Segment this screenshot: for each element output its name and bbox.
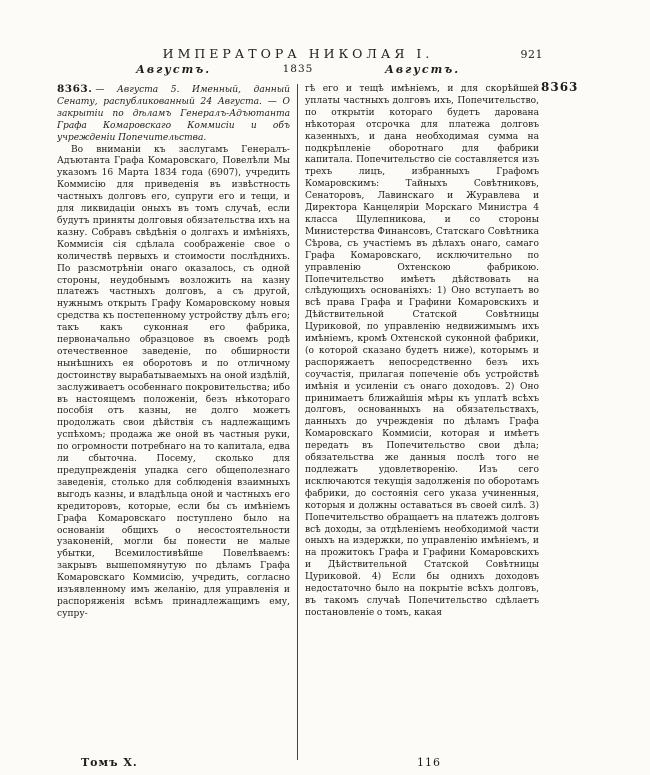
right-column bbox=[305, 84, 539, 760]
act-heading: — Августа 5. Именный, данный Сенату, распубликованный 24 Августа. — О закрытіи по дѣламъ Генералъ-Адъютанта Графа Комаровскаго Коммисіи и объ учрежденіи Попечительства. bbox=[57, 85, 290, 143]
page-footer bbox=[57, 756, 539, 772]
left-column-month: Августъ. bbox=[135, 63, 212, 76]
left-column bbox=[57, 84, 290, 760]
volume-label: Томъ X. bbox=[81, 756, 138, 769]
act-body-right: гѣ его и тещѣ имѣніемъ, и для скорѣйшей уплаты частныхъ долговъ ихъ, Попечительство, по открытіи котораго будетъ дарована нѣкоторая отсрочка для платежа долговъ казенныхъ, и дана необходимая сумма на подкрѣпленіе оборотнаго для фабрики капитала. Попечительство сіе составляется изъ трехъ лицъ, избранныхъ Графомъ Комаровскимъ: Тайныхъ Совѣтниковъ, Сенаторовъ, Лавинскаго и Журавлева и Директора Канцеляріи Морскаго Министра 4 класса Щулепникова, и со стороны Министерства Финансовъ, Статскаго Совѣтника Сѣрова, съ участіемъ въ дѣлахъ онаго, самаго Графа Комаровскаго, исключительно по управленію Охтенскою фабрикою. Попечительство имѣетъ дѣйствовать на слѣдующихъ основаніяхъ: 1) Оно вступаетъ во всѣ права Графа и Графини Комаровскихъ и Дѣйствительной Статской Совѣтницы Цуриковой, по управленію недвижимымъ ихъ имѣніемъ, кромѣ Охтенской суконной фабрики, (о которой сказано будетъ ниже), которымъ и распоряжаетъ непосредственно безъ ихъ соучастія, прилагая попеченіе объ устройствѣ имѣнія и усиленіи съ онаго доходовъ. 2) Оно принимаетъ ближайшія мѣры къ уплатѣ всѣхъ долговъ, основанныхъ на обязательствахъ, данныхъ до учрежденія по дѣламъ Графа Комаровскаго Коммисіи, которая и имѣетъ передать въ Попечительство свои дѣла; обязательства же данныя послѣ того не подлежатъ удовлетворенію. Изъ сего исключаются текущія задолженія по оборотамъ фабрики, до состоянія сего указа учиненныя, которыя и должны оставаться въ своей силѣ. 3) Попечительство обращаетъ на платежъ долговъ всѣ доходы, за отдѣленіемъ необходимой части оныхъ на издержки, по управленію имѣніемъ, и на прожитокъ Графа и Графини Комаровскихъ и Дѣйствительной Статской Совѣтницы Цуриковой. 4) Если бы однихъ доходовъ недостаточно было на покрытіе всѣхъ долговъ, въ такомъ случаѣ Попечительство сдѣлаетъ постановленіе о томъ, какая bbox=[305, 84, 539, 618]
date-row bbox=[57, 63, 539, 78]
page-number: 921 bbox=[520, 48, 543, 61]
text-block bbox=[57, 84, 539, 760]
running-head bbox=[57, 46, 543, 61]
year-label: 1835 bbox=[282, 63, 314, 75]
act-body-left: Во вниманіи къ заслугамъ Генералъ-Адъютанта Графа Комаровскаго, Повелѣли Мы указомъ 16 Марта 1834 года (6907), учредить Коммисію для приведенія въ извѣстность частныхъ долговъ его, супруги его и тещи, и для ликвидаціи оныхъ въ томъ случаѣ, если будутъ приняты долговыя обязательства ихъ на казну. Собравъ свѣдѣнія о долгахъ и имѣніяхъ, Коммисія сія сдѣлала соображеніе свое о количествѣ первыхъ и стоимости послѣднихъ. По разсмотрѣніи онаго оказалось, съ одной стороны, неудобнымъ возложить на казну платежъ частныхъ долговъ, а съ другой, нужнымъ открыть Графу Комаровскому новыя средства къ постепенному устройству дѣлъ его; такъ какъ суконная его фабрика, первоначально образцовое въ своемъ родѣ отечественное заведеніе, по обширности нынѣшнихъ ея оборотовъ и по отличному достоинству вырабатываемыхъ на оной издѣлій, заслуживаетъ особеннаго покровительства; ибо въ настоящемъ положеніи, безъ нѣкотораго пособія отъ казны, не долго можетъ продолжать свои дѣйствія съ надлежащимъ успѣхомъ; продажа же оной въ частныя руки, по огромности потребнаго на то капитала, едва ли сбыточна. Посему, сколько для предупрежденія упадка сего общеполезнаго заведенія, столько для соблюденія взаимныхъ выгодъ казны, и владѣльца оной и частныхъ его кредиторовъ, которые, если бы съ имѣніемъ Графа Комаровскаго поступлено было на основаніи общихъ о несостоятельности узаконеній, могли бы понести не малые убытки, Всемилостивѣйше Повелѣваемъ: закрывъ вышепомянутую по дѣламъ Графа Комаровскаго Коммисію, учредить, согласно изъявленному имъ желанію, для управленія и распоряженія всѣмъ принадлежащимъ ему, супру- bbox=[57, 144, 290, 619]
right-column-month: Августъ. bbox=[384, 63, 461, 76]
column-divider bbox=[297, 84, 298, 760]
act-heading-paragraph bbox=[57, 84, 290, 145]
sheet-signature: 116 bbox=[417, 756, 441, 769]
page-title: ИМПЕРАТОРА НИКОЛАЯ I. bbox=[162, 46, 434, 61]
margin-doc-number: 8363 bbox=[541, 80, 579, 94]
act-number: 8363. bbox=[57, 84, 93, 95]
